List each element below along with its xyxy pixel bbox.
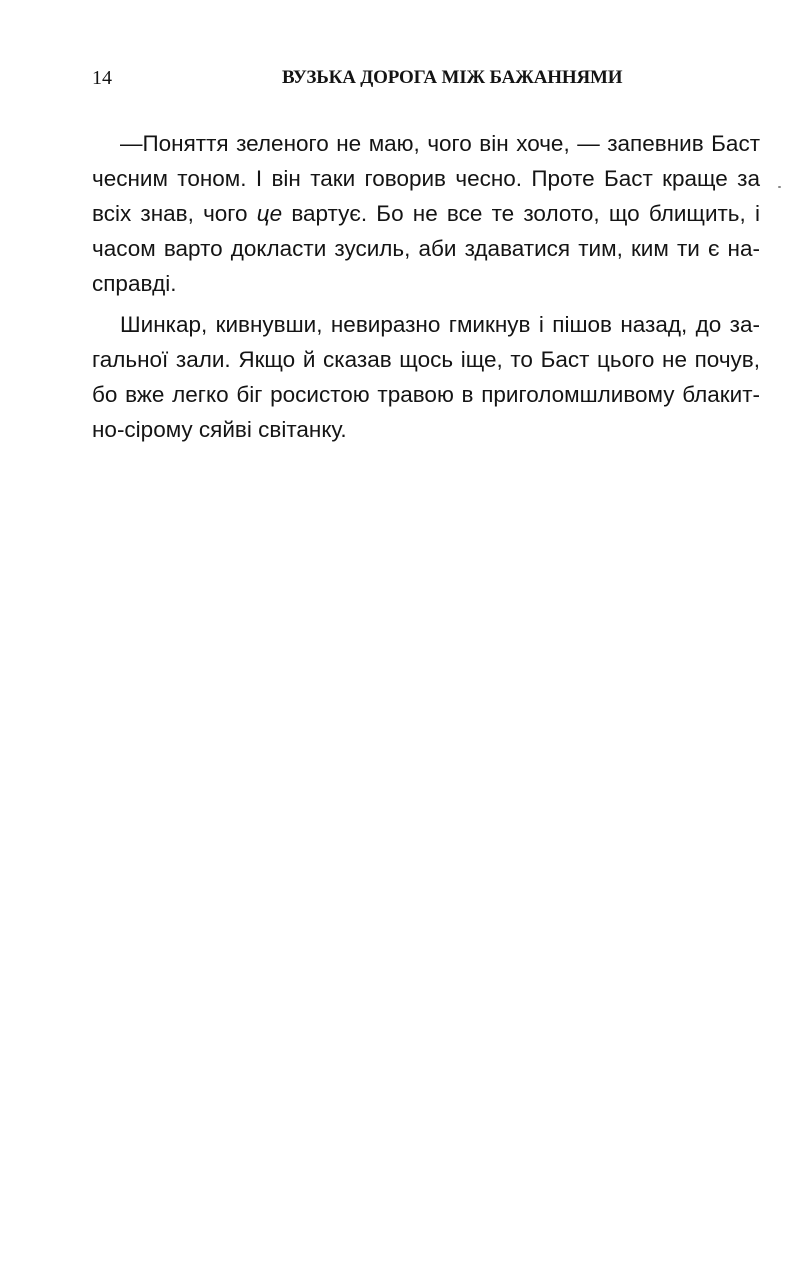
paragraph-2-line-1: Шинкар, кивнувши, невиразно гмикнув і пішов назад, до за- <box>120 312 760 337</box>
paragraph-2 <box>92 307 760 447</box>
paragraph-1-line-4: часом варто докласти зусиль, аби здаватися тим, ким ти є на- <box>92 236 760 261</box>
paragraph-2-line-4: но-сірому сяйві світанку. <box>92 417 347 442</box>
paragraph-1-line-1: —Поняття зеленого не маю, чого він хоче, — запевнив Баст <box>120 131 760 156</box>
paragraph-1-line-3 <box>92 196 760 231</box>
paragraph-1-line-2: чесним тоном. І він таки говорив чесно. Проте Баст краще за <box>92 166 760 191</box>
line-3-end: вартує. Бо не все те золото, що блищить, і <box>282 201 760 226</box>
paragraph-2-line-3: бо вже легко біг росистою травою в приголомшливому блакит- <box>92 382 760 407</box>
running-title: ВУЗЬКА ДОРОГА МІЖ БАЖАННЯМИ <box>282 67 623 88</box>
page-number: 14 <box>92 67 112 89</box>
paragraph-1-line-5: справді. <box>92 271 177 296</box>
emphasis-word: це <box>256 201 283 226</box>
print-speck <box>778 186 781 188</box>
paragraph-1 <box>92 126 760 301</box>
body-text <box>92 126 760 453</box>
line-3-start: всіх знав, чого <box>92 201 257 226</box>
paragraph-2-line-2: гальної зали. Якщо й сказав щось іще, то Баст цього не почув, <box>92 347 760 372</box>
